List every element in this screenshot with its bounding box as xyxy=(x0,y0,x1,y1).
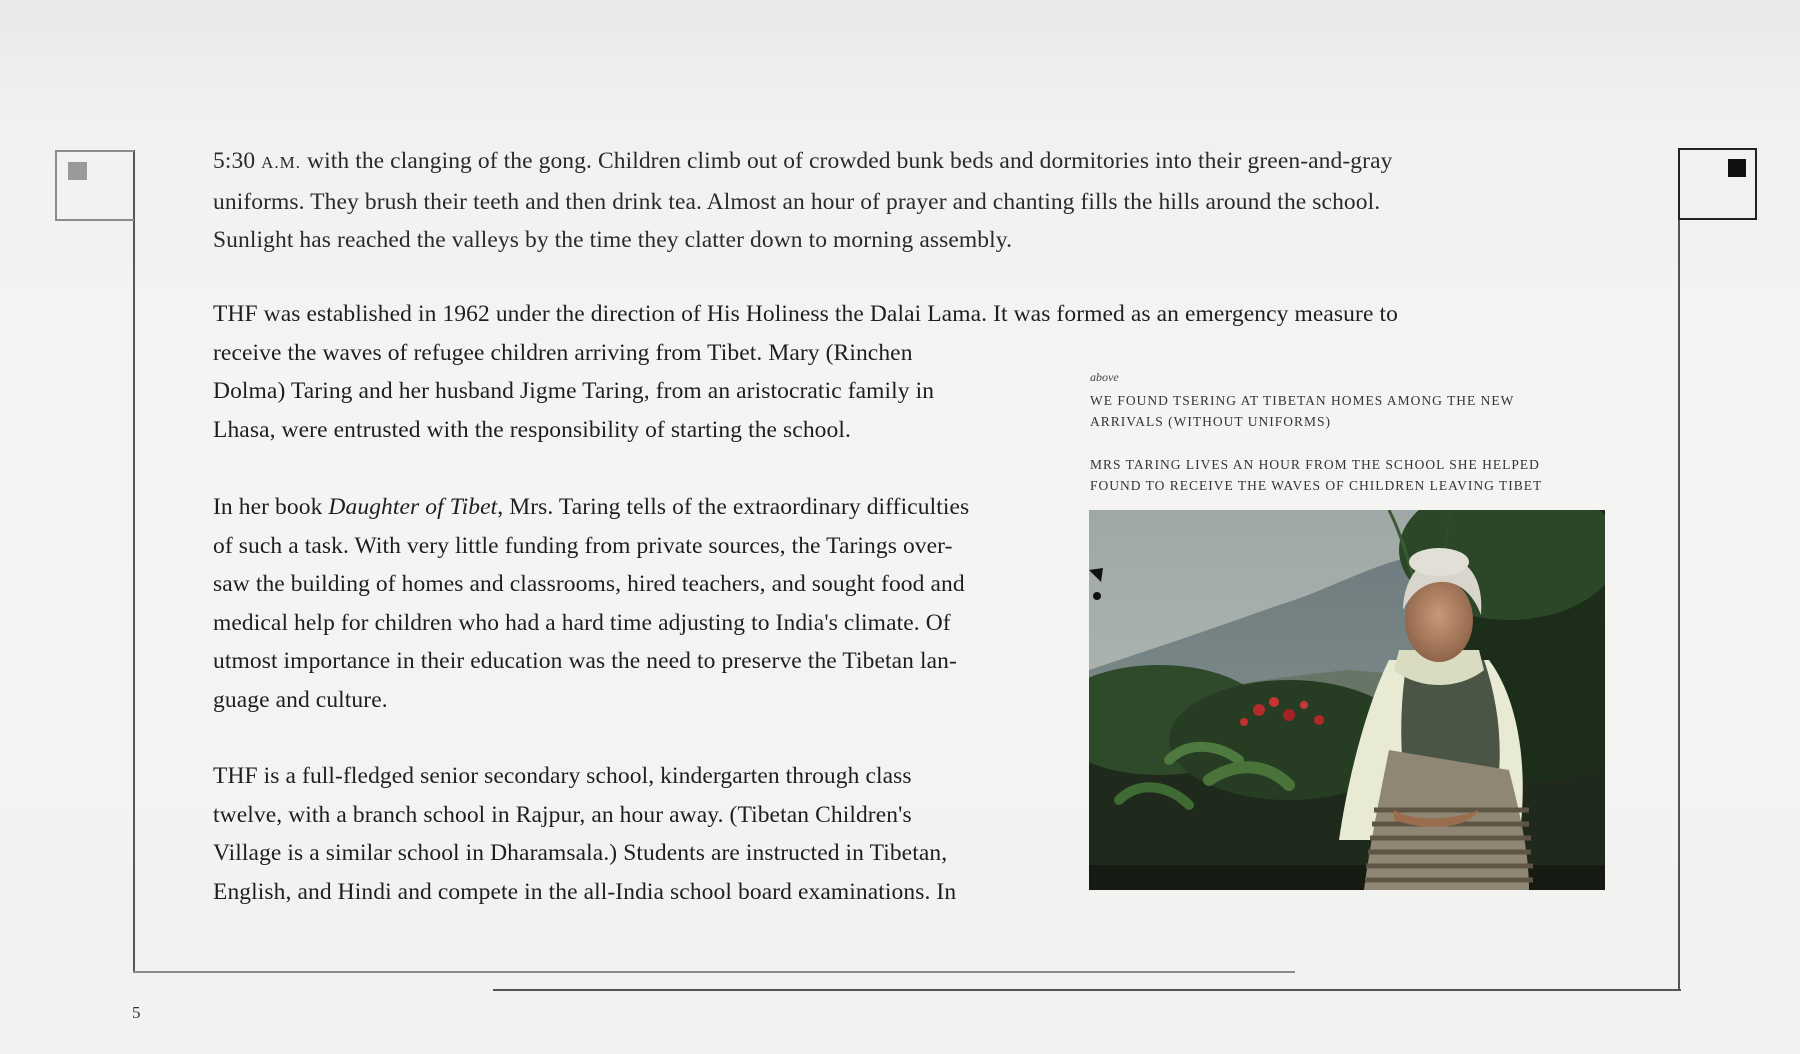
caption-line: FOUND TO RECEIVE THE WAVES OF CHILDREN LEAVING TIBET xyxy=(1090,478,1543,493)
text-line: THF is a full-fledged senior secondary school, kindergarten through class xyxy=(213,763,912,789)
text-line: Village is a similar school in Dharamsala.) Students are instructed in Tibetan, xyxy=(213,840,948,866)
paragraph-school-overview xyxy=(213,757,956,911)
text-line: THF was established in 1962 under the direction of His Holiness the Dalai Lama. It was formed as an emergency measure to xyxy=(213,301,1398,327)
caption-label: above xyxy=(1090,370,1119,384)
text-line: uniforms. They brush their teeth and then drink tea. Almost an hour of prayer and chanting fills the hills around the school. xyxy=(213,188,1381,215)
paragraph-morning xyxy=(213,142,1392,260)
text-line: twelve, with a branch school in Rajpur, an hour away. (Tibetan Children's xyxy=(213,801,912,828)
page-number: 5 xyxy=(132,1003,141,1022)
caption-text-taring xyxy=(1090,454,1542,496)
text-line: In her book Daughter of Tibet, Mrs. Taring tells of the extraordinary difficulties xyxy=(213,494,970,520)
caption-text-arrivals xyxy=(1090,390,1514,432)
text-line: Lhasa, were entrusted with the responsibility of starting the school. xyxy=(213,416,851,443)
corner-marker-left xyxy=(68,162,87,180)
caption-line: WE FOUND TSERING AT TIBETAN HOMES AMONG THE NEW xyxy=(1090,393,1515,408)
text-line: medical help for children who had a hard time adjusting to India's climate. Of xyxy=(213,609,951,636)
caption-line: MRS TARING LIVES AN HOUR FROM THE SCHOOL SHE HELPED xyxy=(1090,457,1540,472)
photo-illustration xyxy=(1089,510,1605,890)
text-line: 5:30 A.M. with the clanging of the gong. Children climb out of crowded bunk beds and dormitories into their green-and-gray xyxy=(213,148,1393,174)
frame-left-vertical-line xyxy=(133,150,135,972)
caption-line: ARRIVALS (WITHOUT UNIFORMS) xyxy=(1090,414,1332,429)
corner-marker-right xyxy=(1728,159,1746,177)
paragraph-daughter-of-tibet xyxy=(213,488,969,719)
corner-box-left xyxy=(55,150,134,221)
text-line: of such a task. With very little funding from private sources, the Tarings over- xyxy=(213,532,953,559)
frame-bottom-left-line xyxy=(133,971,1295,973)
frame-right-vertical-line xyxy=(1678,149,1680,991)
photo-mrs-taring xyxy=(1089,510,1605,890)
text-line: Dolma) Taring and her husband Jigme Taring, from an aristocratic family in xyxy=(213,378,935,404)
text-line: saw the building of homes and classrooms, hired teachers, and sought food and xyxy=(213,571,965,597)
frame-bottom-right-line xyxy=(493,989,1681,991)
text-line: Sunlight has reached the valleys by the time they clatter down to morning assembly. xyxy=(213,227,1013,253)
book-title: Daughter of Tibet xyxy=(328,494,498,520)
text-line: English, and Hindi and compete in the all-India school board examinations. In xyxy=(213,878,957,905)
text-line: guage and culture. xyxy=(213,686,388,713)
text-line: receive the waves of refugee children arriving from Tibet. Mary (Rinchen xyxy=(213,339,913,366)
text-line: utmost importance in their education was the need to preserve the Tibetan lan- xyxy=(213,648,957,674)
